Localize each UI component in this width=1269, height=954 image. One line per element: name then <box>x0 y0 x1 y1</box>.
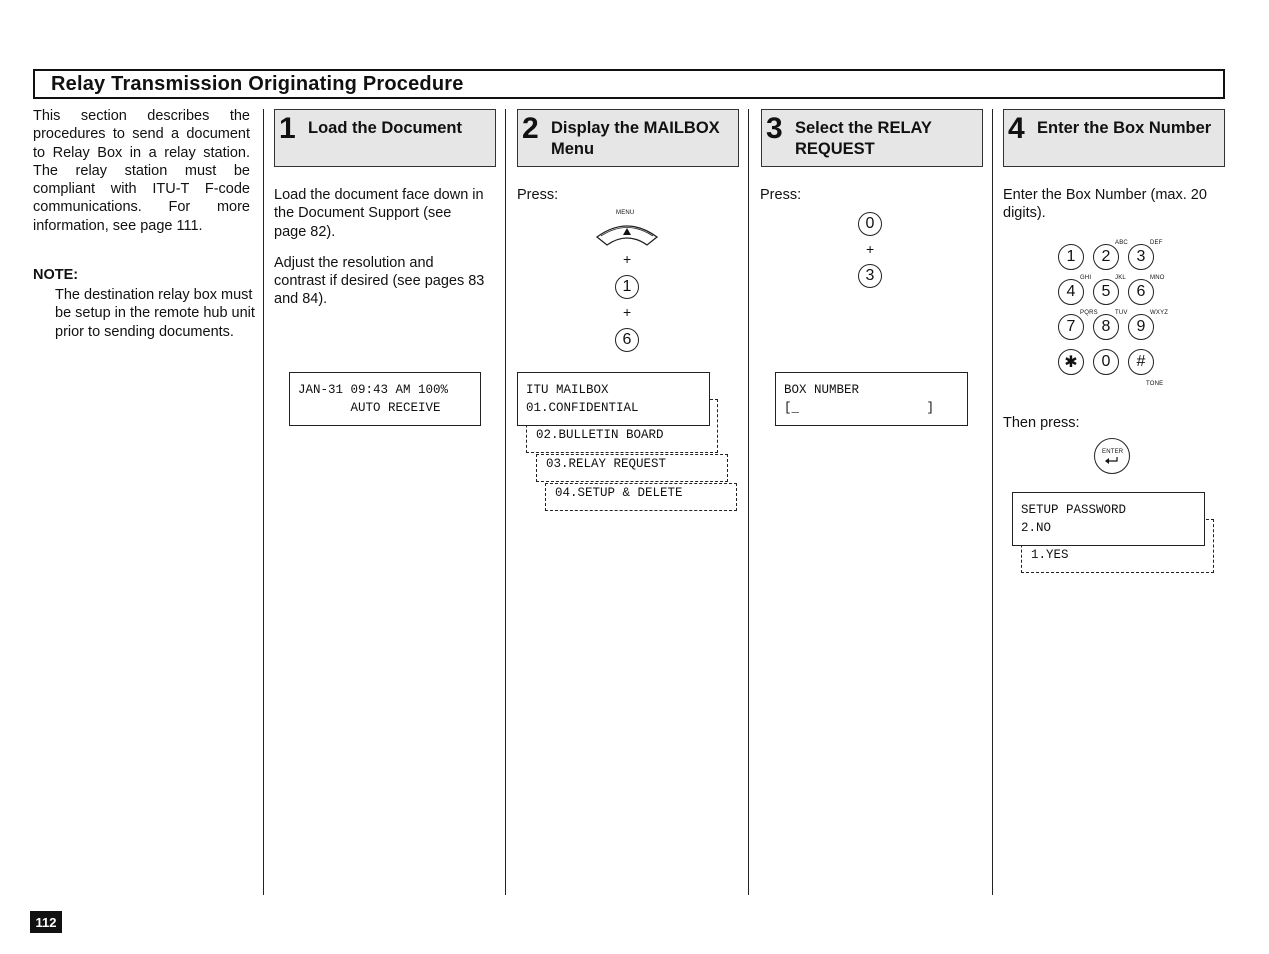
keypad-letters-label: PQRS <box>1080 310 1098 316</box>
step-2-header <box>517 109 739 167</box>
lcd-display <box>289 372 481 426</box>
menu-option-label: 04.SETUP & DELETE <box>555 486 683 500</box>
keypad-key-button[interactable]: ✱ <box>1058 349 1084 375</box>
step-title: Select the RELAY REQUEST <box>795 119 932 158</box>
step-4-instructions: Enter the Box Number (max. 20 digits). <box>1003 187 1207 222</box>
keypad-key-button[interactable]: 5 <box>1093 279 1119 305</box>
press-label: Press: <box>760 187 802 203</box>
lcd-line: BOX NUMBER <box>784 383 860 397</box>
keypad-letters-label: DEF <box>1150 240 1163 246</box>
key-3-button[interactable]: 3 <box>858 264 882 288</box>
keypad-letters-label: GHI <box>1080 275 1092 281</box>
keypad-key-button[interactable]: 9 <box>1128 314 1154 340</box>
column-divider <box>505 109 506 895</box>
plus-sign: + <box>623 251 632 267</box>
step-title: Enter the Box Number <box>1037 119 1212 137</box>
lcd-display <box>517 372 710 426</box>
keypad-key-button[interactable]: 8 <box>1093 314 1119 340</box>
step-number: 3 <box>766 112 783 145</box>
menu-key-icon[interactable] <box>595 219 659 247</box>
keypad-key-button[interactable]: # <box>1128 349 1154 375</box>
lcd-display <box>1012 492 1205 546</box>
note-label: NOTE: <box>33 267 79 283</box>
column-divider <box>748 109 749 895</box>
keypad-key-button[interactable]: 2 <box>1093 244 1119 270</box>
keypad-key-button[interactable]: 6 <box>1128 279 1154 305</box>
then-press-label: Then press: <box>1003 415 1080 431</box>
lcd-display <box>775 372 968 426</box>
numeric-keypad <box>1058 240 1169 388</box>
step-1-paragraph: Load the document face down in the Document Support (see page 82). <box>274 187 484 240</box>
plus-sign: + <box>866 241 875 257</box>
keypad-key-button[interactable]: 0 <box>1093 349 1119 375</box>
keypad-key-button[interactable]: 1 <box>1058 244 1084 270</box>
menu-key-label: MENU <box>616 210 635 216</box>
menu-option <box>545 483 737 511</box>
step-number: 1 <box>279 112 296 145</box>
step-1-header <box>274 109 496 167</box>
note-text: The destination relay box must be setup in the remote hub unit prior to sending documents. <box>55 287 255 340</box>
keypad-letters-label: TONE <box>1146 381 1164 387</box>
lcd-line: 01.CONFIDENTIAL <box>526 401 639 415</box>
menu-option-label: 03.RELAY REQUEST <box>546 457 667 471</box>
lcd-line: JAN-31 09:43 AM 100% <box>298 383 449 397</box>
page-title: Relay Transmission Originating Procedure <box>51 73 464 95</box>
menu-option-label: 02.BULLETIN BOARD <box>536 428 664 442</box>
keypad-letters-label: MNO <box>1150 275 1165 281</box>
step-title: Load the Document <box>308 119 463 137</box>
lcd-line: SETUP PASSWORD <box>1021 503 1127 517</box>
key-0-button[interactable]: 0 <box>858 212 882 236</box>
page-number: 112 <box>30 911 62 933</box>
enter-button[interactable] <box>1094 438 1130 474</box>
enter-key-label: ENTER <box>1102 449 1124 455</box>
keypad-key-button[interactable]: 4 <box>1058 279 1084 305</box>
keypad-letters-label: WXYZ <box>1150 310 1169 316</box>
step-number: 4 <box>1008 112 1025 145</box>
lcd-line: AUTO RECEIVE <box>298 401 441 415</box>
menu-option <box>536 454 728 482</box>
lcd-line: ITU MAILBOX <box>526 383 609 397</box>
keypad-key-button[interactable]: 3 <box>1128 244 1154 270</box>
step-1-paragraph: Adjust the resolution and contrast if desired (see pages 83 and 84). <box>274 254 485 308</box>
keypad-letters-label: JKL <box>1115 275 1126 281</box>
keypad-letters-label: TUV <box>1115 310 1128 316</box>
key-1-button[interactable]: 1 <box>615 275 639 299</box>
step-4-header <box>1003 109 1225 167</box>
lcd-line: 2.NO <box>1021 521 1052 535</box>
column-divider <box>263 109 264 895</box>
step-3-header <box>761 109 983 167</box>
key-6-button[interactable]: 6 <box>615 328 639 352</box>
plus-sign: + <box>623 304 632 320</box>
keypad-letters-label: ABC <box>1115 240 1128 246</box>
step-number: 2 <box>522 112 539 145</box>
step-1-instructions <box>274 186 486 309</box>
step-title: Display the MAILBOX Menu <box>551 119 720 158</box>
section-title-bar <box>33 69 1225 99</box>
column-divider <box>992 109 993 895</box>
press-label: Press: <box>517 187 559 203</box>
keypad-key-button[interactable]: 7 <box>1058 314 1084 340</box>
intro-text: This section describes the procedures to send a document to Relay Box in a relay station. The relay station must be compliant with ITU-T F-code communications. For more information, see page 111. <box>33 108 250 234</box>
menu-option-label: 1.YES <box>1031 548 1069 562</box>
enter-arrow-icon <box>1104 456 1120 465</box>
lcd-line: [_ ] <box>784 401 935 415</box>
